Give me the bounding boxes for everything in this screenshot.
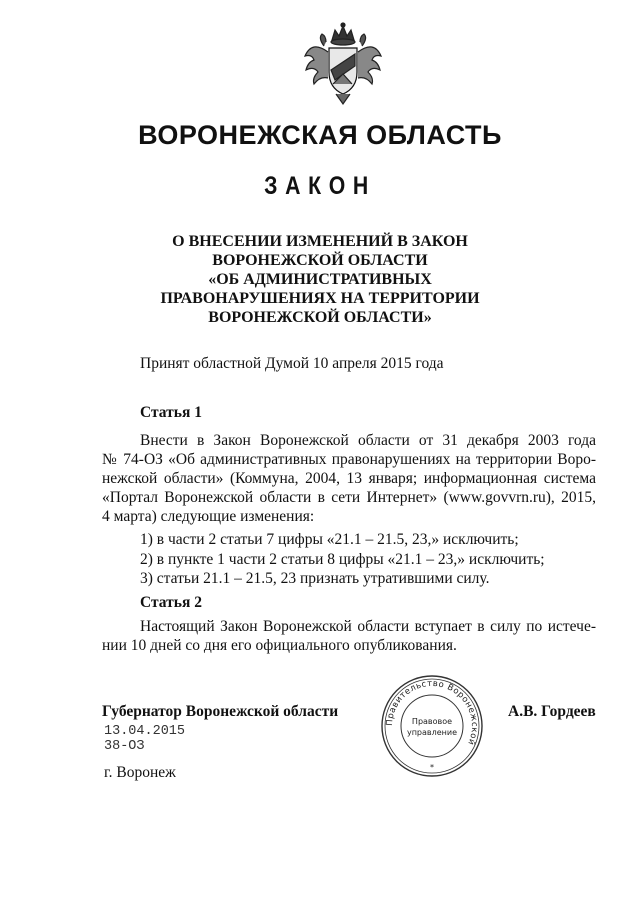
article-1-heading: Статья 1: [140, 404, 202, 421]
text-line: 4 марта) следующие изменения:: [102, 508, 315, 525]
stamp-inner-line: управление: [406, 728, 458, 737]
changes-list: [140, 530, 545, 589]
law-number: 38-ОЗ: [104, 739, 145, 754]
article-2-heading: Статья 2: [140, 594, 202, 611]
list-item: 1) в части 2 статьи 7 цифры «21.1 – 21.5, 23,» исключить;: [140, 531, 519, 548]
law-title: [0, 232, 640, 327]
law-title-line: О ВНЕСЕНИИ ИЗМЕНЕНИЙ В ЗАКОН: [172, 233, 468, 250]
document-type: ЗАКОН: [264, 172, 376, 200]
text-line: Внести в Закон Воронежской области от 31 декабря 2003 года: [140, 432, 596, 449]
stamp-ring-text: Правительство Воронежской: [384, 678, 480, 747]
signing-date: 13.04.2015: [104, 724, 186, 739]
law-title-line: ВОРОНЕЖСКОЙ ОБЛАСТИ»: [208, 309, 432, 326]
law-title-line: «ОБ АДМИНИСТРАТИВНЫХ: [208, 271, 432, 288]
governor-title: Губернатор Воронежской области: [102, 703, 339, 720]
stamp-inner-line: Правовое: [411, 717, 453, 726]
city: г. Воронеж: [104, 764, 176, 781]
registration-info: [104, 724, 185, 754]
text-line: «Портал Воронежской области в сети Интернет» (www.govvrn.ru), 2015,: [102, 489, 596, 506]
text-line: нежской области» (Коммуна, 2004, 13 января; информационная система: [102, 470, 596, 487]
text-line: Настоящий Закон Воронежской области вступает в силу по истече-: [140, 618, 596, 635]
adoption-note: Принят областной Думой 10 апреля 2015 года: [140, 355, 444, 372]
list-item: 2) в пункте 1 части 2 статьи 8 цифры «21.1 – 23,» исключить;: [140, 550, 545, 568]
coat-of-arms-emblem: [302, 20, 384, 106]
stamp-star-icon: *: [430, 763, 434, 772]
law-title-line: ВОРОНЕЖСКОЙ ОБЛАСТИ: [212, 252, 428, 269]
region-title: ВОРОНЕЖСКАЯ ОБЛАСТЬ: [138, 120, 502, 150]
text-line: № 74-ОЗ «Об административных правонарушениях на территории Воро-: [102, 451, 596, 468]
text-line: нии 10 дней со дня его официального опубликования.: [102, 637, 457, 654]
article-2-text: [102, 617, 596, 655]
official-stamp: [378, 672, 486, 780]
law-title-line: ПРАВОНАРУШЕНИЯХ НА ТЕРРИТОРИИ: [160, 290, 480, 307]
article-1-text: [102, 431, 596, 526]
signer-name: А.В. Гордеев: [508, 703, 596, 720]
list-item: 3) статьи 21.1 – 21.5, 23 признать утратившими силу.: [140, 570, 490, 587]
